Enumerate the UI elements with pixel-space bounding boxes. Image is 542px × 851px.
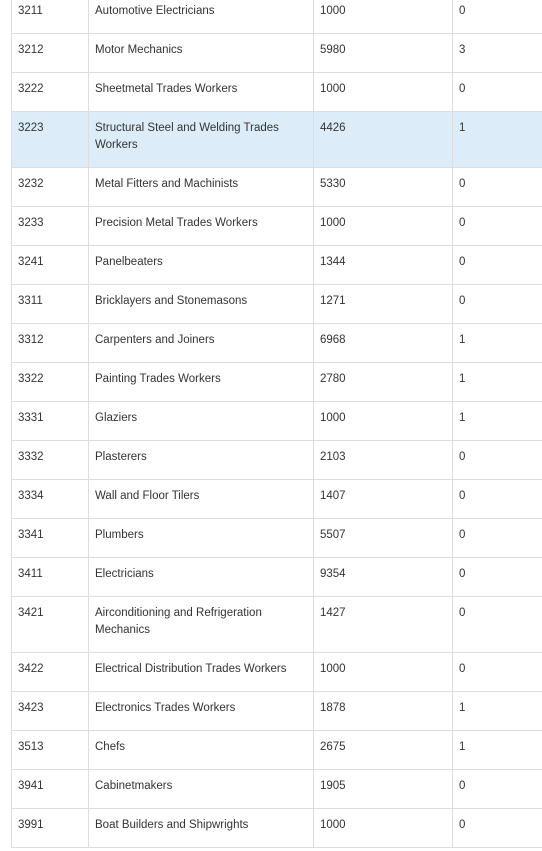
occupation-cell: Plasterers [89, 441, 314, 480]
value-cell: 5330 [314, 168, 453, 207]
count-cell: 1 [453, 324, 542, 363]
occupation-cell: Chefs [89, 731, 314, 770]
value-cell: 1000 [314, 73, 453, 112]
occupation-cell: Precision Metal Trades Workers [89, 207, 314, 246]
table-row[interactable] [12, 441, 542, 480]
code-cell: 3222 [12, 73, 89, 112]
occupation-cell: Sheetmetal Trades Workers [89, 73, 314, 112]
code-cell: 3411 [12, 558, 89, 597]
value-cell: 1878 [314, 692, 453, 731]
code-cell: 3421 [12, 597, 89, 653]
count-cell: 0 [453, 809, 542, 848]
code-cell: 3423 [12, 692, 89, 731]
occupation-cell: Electricians [89, 558, 314, 597]
code-cell: 3223 [12, 112, 89, 168]
code-cell: 3322 [12, 363, 89, 402]
table-row[interactable] [12, 363, 542, 402]
count-cell: 0 [453, 597, 542, 653]
occupation-cell: Glaziers [89, 402, 314, 441]
code-cell: 3334 [12, 480, 89, 519]
table-row[interactable] [12, 73, 542, 112]
count-cell: 0 [453, 770, 542, 809]
occupation-cell: Airconditioning and Refrigeration Mechanics [89, 597, 314, 653]
code-cell: 3941 [12, 770, 89, 809]
count-cell: 3 [453, 34, 542, 73]
occupation-cell: Plumbers [89, 519, 314, 558]
value-cell: 9354 [314, 558, 453, 597]
occupation-cell: Carpenters and Joiners [89, 324, 314, 363]
occupation-cell: Panelbeaters [89, 246, 314, 285]
code-cell: 3422 [12, 653, 89, 692]
table-row[interactable] [12, 809, 542, 848]
occupation-cell: Automotive Electricians [89, 0, 314, 34]
table-row[interactable] [12, 692, 542, 731]
value-cell: 2780 [314, 363, 453, 402]
occupation-cell: Electrical Distribution Trades Workers [89, 653, 314, 692]
value-cell: 1000 [314, 207, 453, 246]
occupation-cell: Cabinetmakers [89, 770, 314, 809]
table-row[interactable] [12, 770, 542, 809]
count-cell: 0 [453, 558, 542, 597]
value-cell: 4426 [314, 112, 453, 168]
occupation-cell: Structural Steel and Welding Trades Workers [89, 112, 314, 168]
occupation-cell: Electronics Trades Workers [89, 692, 314, 731]
table-row[interactable] [12, 246, 542, 285]
occupation-cell: Wall and Floor Tilers [89, 480, 314, 519]
count-cell: 0 [453, 73, 542, 112]
value-cell: 1407 [314, 480, 453, 519]
value-cell: 2103 [314, 441, 453, 480]
value-cell: 6968 [314, 324, 453, 363]
count-cell: 1 [453, 402, 542, 441]
code-cell: 3241 [12, 246, 89, 285]
code-cell: 3991 [12, 809, 89, 848]
value-cell: 1427 [314, 597, 453, 653]
count-cell: 0 [453, 519, 542, 558]
table-row[interactable] [12, 0, 542, 34]
table-row[interactable] [12, 480, 542, 519]
value-cell: 2675 [314, 731, 453, 770]
code-cell: 3232 [12, 168, 89, 207]
value-cell: 5980 [314, 34, 453, 73]
value-cell: 1344 [314, 246, 453, 285]
count-cell: 0 [453, 207, 542, 246]
count-cell: 0 [453, 653, 542, 692]
code-cell: 3332 [12, 441, 89, 480]
count-cell: 0 [453, 441, 542, 480]
code-cell: 3212 [12, 34, 89, 73]
table-row[interactable] [12, 168, 542, 207]
count-cell: 1 [453, 363, 542, 402]
value-cell: 5507 [314, 519, 453, 558]
count-cell: 0 [453, 285, 542, 324]
count-cell: 1 [453, 112, 542, 168]
value-cell: 1905 [314, 770, 453, 809]
occupation-table-container [11, 0, 542, 848]
code-cell: 3341 [12, 519, 89, 558]
count-cell: 0 [453, 246, 542, 285]
value-cell: 1000 [314, 0, 453, 34]
table-row[interactable] [12, 285, 542, 324]
occupation-cell: Metal Fitters and Machinists [89, 168, 314, 207]
occupation-cell: Painting Trades Workers [89, 363, 314, 402]
table-row-highlighted[interactable] [12, 112, 542, 168]
table-row[interactable] [12, 653, 542, 692]
table-row[interactable] [12, 34, 542, 73]
occupation-cell: Bricklayers and Stonemasons [89, 285, 314, 324]
count-cell: 0 [453, 480, 542, 519]
code-cell: 3233 [12, 207, 89, 246]
count-cell: 1 [453, 731, 542, 770]
code-cell: 3211 [12, 0, 89, 34]
code-cell: 3513 [12, 731, 89, 770]
count-cell: 0 [453, 168, 542, 207]
table-row[interactable] [12, 558, 542, 597]
code-cell: 3312 [12, 324, 89, 363]
occupation-cell: Boat Builders and Shipwrights [89, 809, 314, 848]
occupation-cell: Motor Mechanics [89, 34, 314, 73]
code-cell: 3331 [12, 402, 89, 441]
table-row[interactable] [12, 324, 542, 363]
value-cell: 1271 [314, 285, 453, 324]
value-cell: 1000 [314, 653, 453, 692]
table-row[interactable] [12, 731, 542, 770]
occupation-table [11, 0, 542, 848]
table-row[interactable] [12, 207, 542, 246]
count-cell: 0 [453, 0, 542, 34]
table-row[interactable] [12, 402, 542, 441]
value-cell: 1000 [314, 809, 453, 848]
value-cell: 1000 [314, 402, 453, 441]
table-row[interactable] [12, 597, 542, 653]
table-row[interactable] [12, 519, 542, 558]
code-cell: 3311 [12, 285, 89, 324]
count-cell: 1 [453, 692, 542, 731]
